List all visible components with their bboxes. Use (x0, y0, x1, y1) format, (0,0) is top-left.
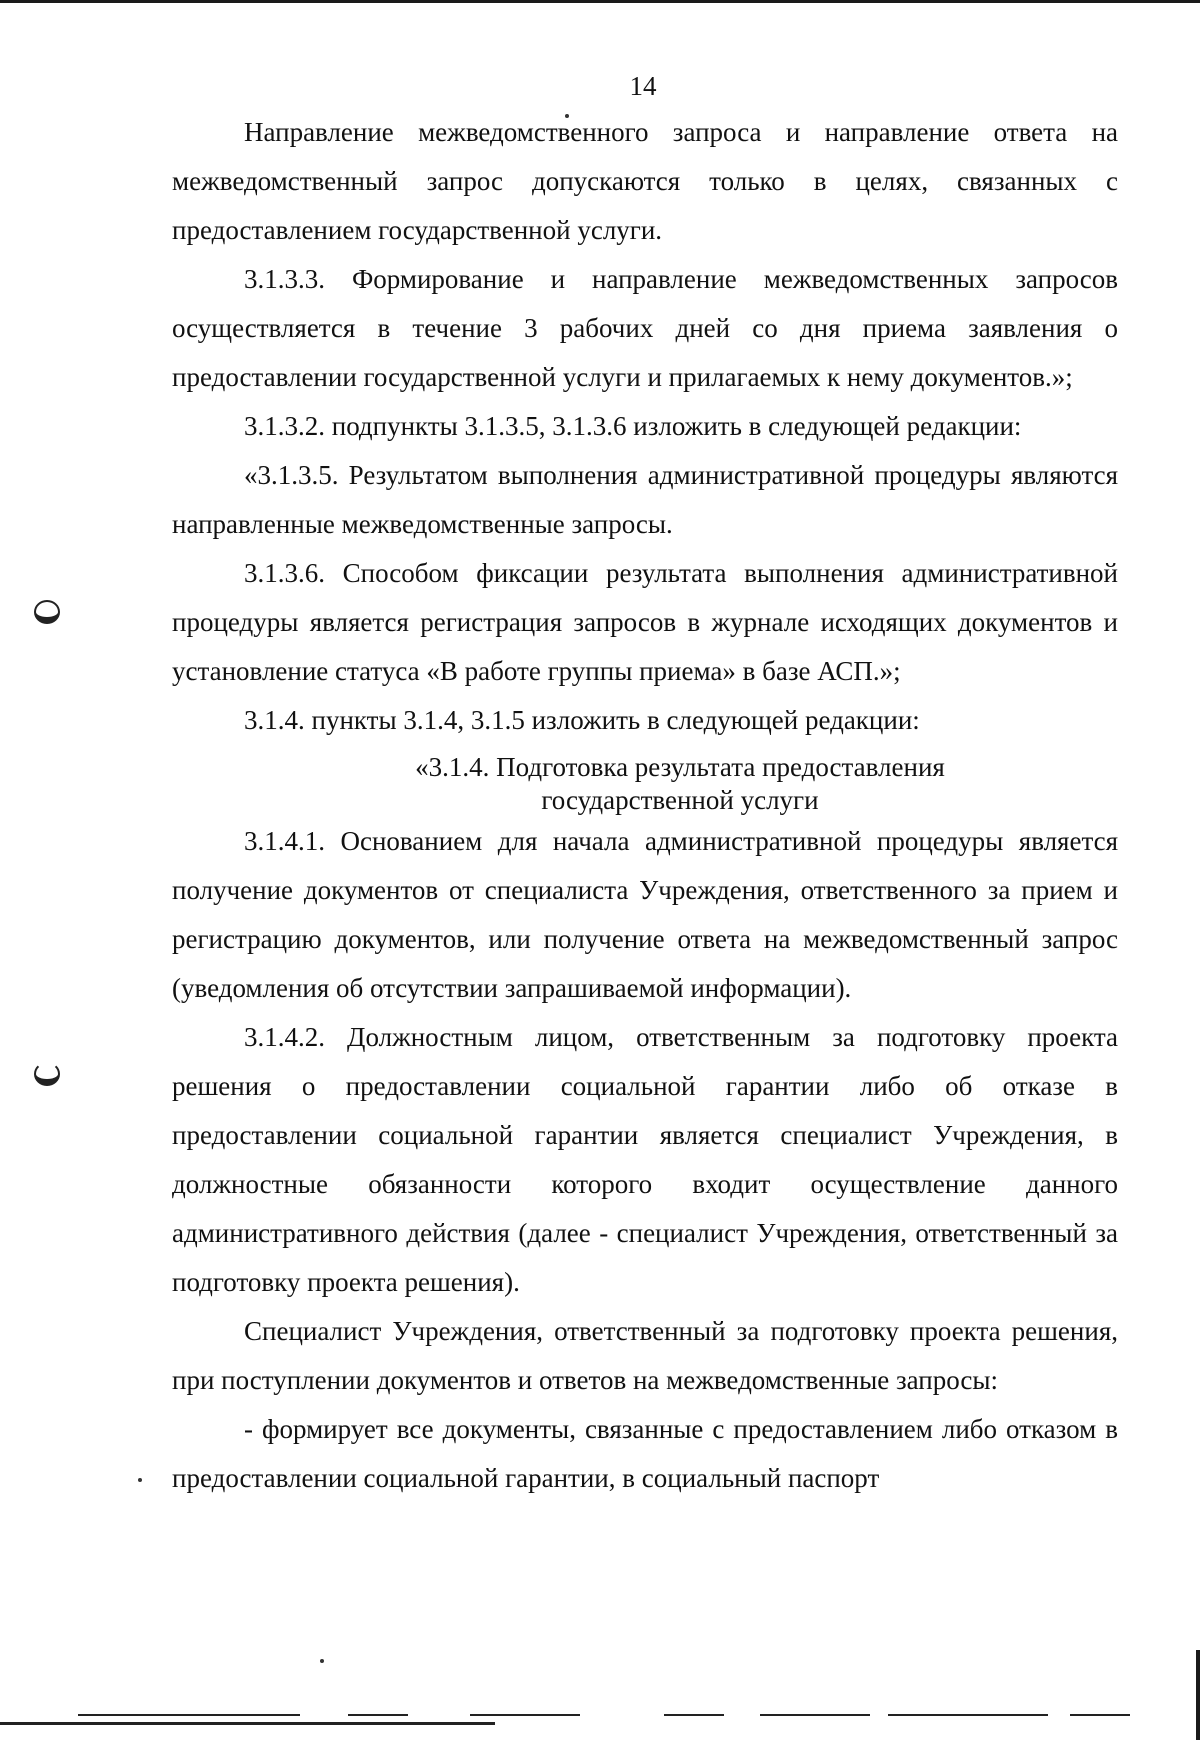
binder-hole-top (34, 600, 60, 624)
paragraph: 3.1.4.1. Основанием для начала административной процедуры является получение документов от специалиста Учреждения, ответственного за прием и регистрацию документов, или получение ответа на межведомственный запрос (уведомления об отсутствии запрашиваемой информации). (172, 826, 1118, 1003)
paragraph: «3.1.3.5. Результатом выполнения административной процедуры являются направленные межведомственные запросы. (172, 460, 1118, 539)
paragraph: 3.1.3.3. Формирование и направление межведомственных запросов осуществляется в течение 3 рабочих дней со дня приема заявления о предоставлении государственной услуги и прилагаемых к нему документов.»; (172, 264, 1118, 392)
paragraph: - формирует все документы, связанные с предоставлением либо отказом в предоставлении социальной гарантии, в социальный паспорт (172, 1414, 1118, 1493)
scan-rule (348, 1714, 408, 1716)
scan-rule (760, 1714, 870, 1716)
scan-rule (78, 1714, 300, 1716)
scan-rule (470, 1714, 580, 1716)
scan-rule (888, 1714, 1048, 1716)
paragraph: 3.1.4.2. Должностным лицом, ответственным за подготовку проекта решения о предоставлении социальной гарантии либо об отказе в предоставлении социальной гарантии является специалист Учреждения, в должностные обязанности которого входит осуществление данного административного действия (далее - специалист Учреждения, ответственный за подготовку проекта решения). (172, 1022, 1118, 1297)
paragraph: Направление межведомственного запроса и направление ответа на межведомственный запрос допускаются только в целях, связанных с предоставлением государственной услуги. (172, 117, 1118, 245)
binder-hole-bottom (34, 1062, 60, 1086)
scan-rule (1070, 1714, 1130, 1716)
scan-bottom-edge (0, 1722, 495, 1725)
scan-speck (138, 1478, 142, 1482)
page-number: 14 (629, 71, 657, 101)
section-heading (172, 751, 1118, 817)
scan-top-edge (0, 0, 1200, 3)
scan-speck (320, 1659, 324, 1663)
paragraph: 3.1.3.2. подпункты 3.1.3.5, 3.1.3.6 изложить в следующей редакции: (244, 411, 1022, 441)
paragraph: Специалист Учреждения, ответственный за подготовку проекта решения, при поступлении документов и ответов на межведомственные запросы: (172, 1316, 1118, 1395)
paragraph: 3.1.4. пункты 3.1.4, 3.1.5 изложить в следующей редакции: (244, 705, 920, 735)
document-body (172, 108, 1118, 1503)
paragraph: 3.1.3.6. Способом фиксации результата выполнения административной процедуры является регистрация запросов в журнале исходящих документов и установление статуса «В работе группы приема» в базе АСП.»; (172, 558, 1118, 686)
section-heading-line1: «3.1.4. Подготовка результата предоставления (415, 752, 945, 782)
scan-rule (664, 1714, 724, 1716)
section-heading-line2: государственной услуги (541, 785, 819, 815)
scan-right-edge (1196, 1650, 1200, 1740)
